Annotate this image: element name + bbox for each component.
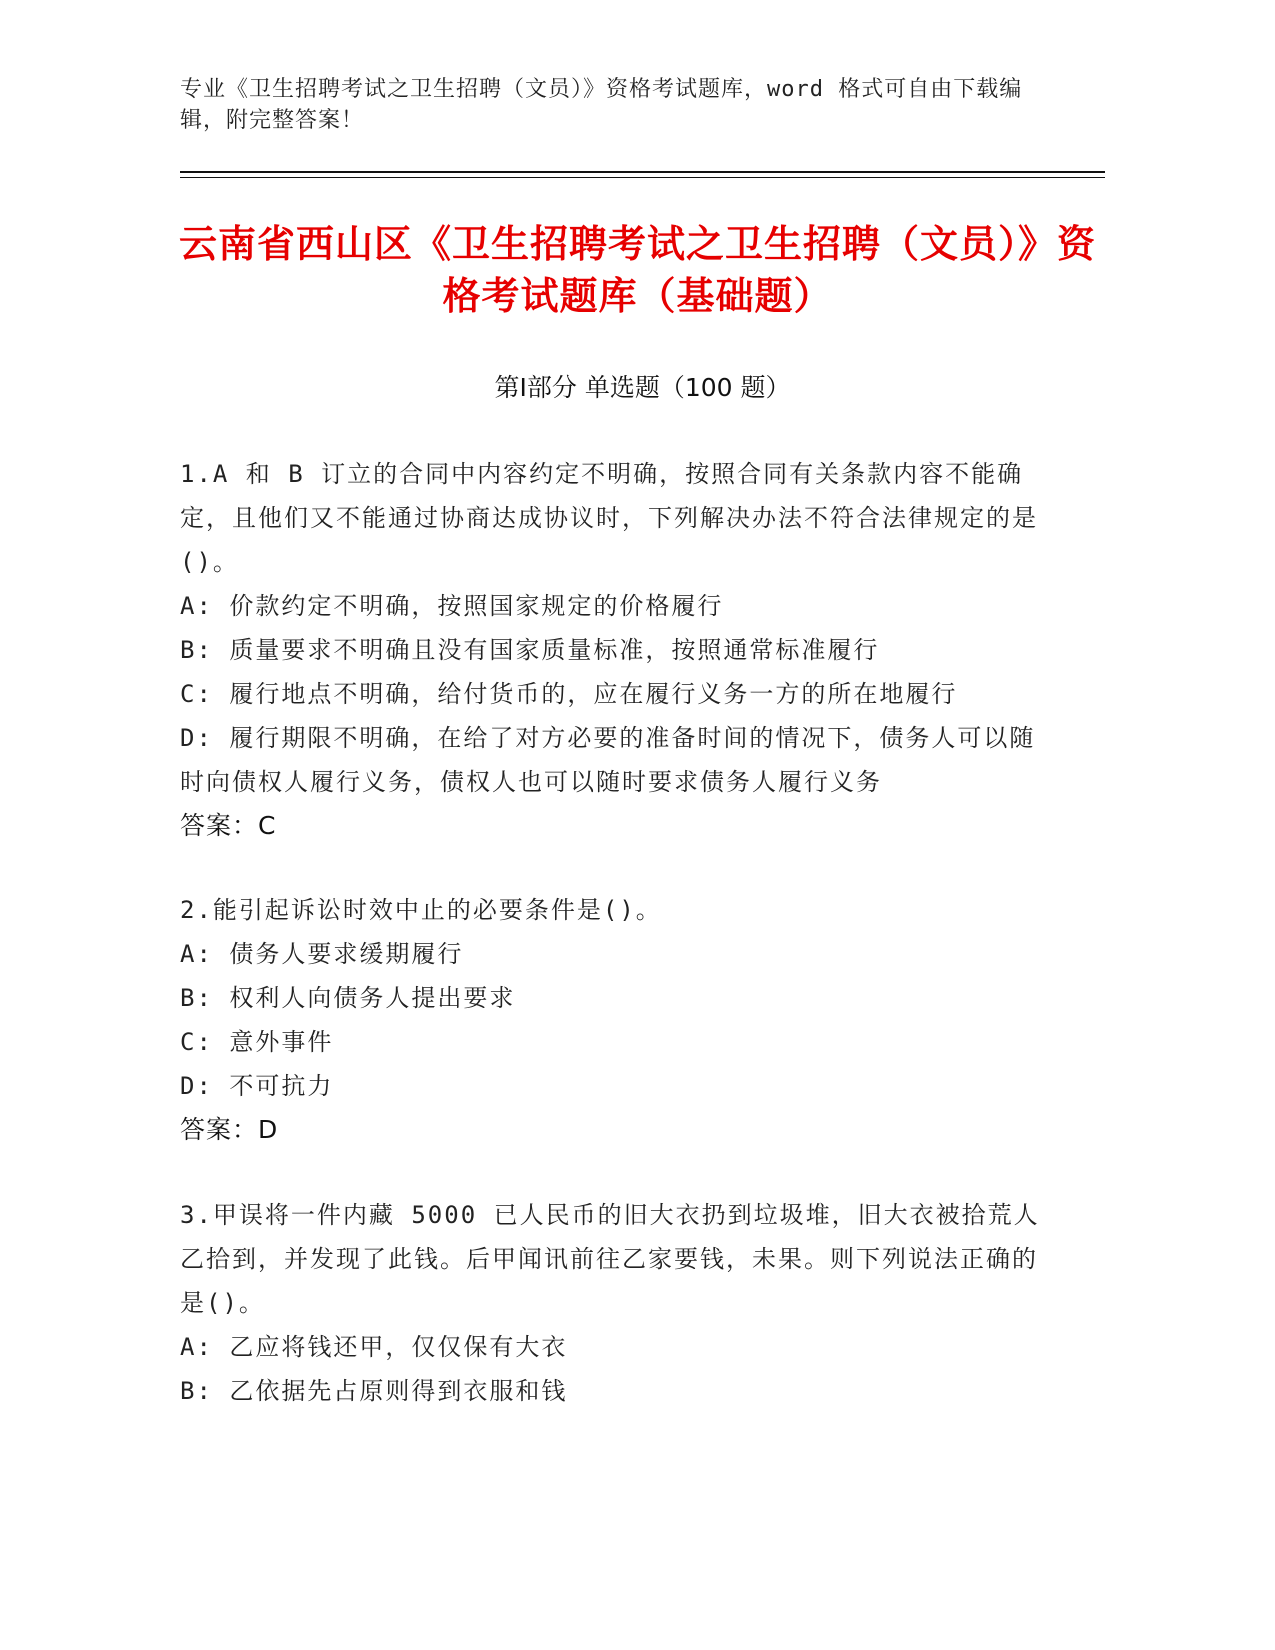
header-note: 专业《卫生招聘考试之卫生招聘（文员）》资格考试题库，word 格式可自由下载编辑，附完整答案！ — [180, 77, 1023, 133]
option-d: D: 不可抗力 — [180, 1072, 334, 1100]
header-divider-thick — [180, 171, 1105, 173]
question-3 — [180, 1193, 1060, 1413]
question-2 — [180, 888, 1060, 1152]
question-1 — [180, 452, 1060, 848]
section-heading: 第Ⅰ部分 单选题（100 题） — [494, 373, 791, 402]
document-title: 云南省西山区《卫生招聘考试之卫生招聘（文员）》资格考试题库（基础题） — [178, 222, 1096, 318]
answer-line: 答案：C — [180, 811, 277, 840]
option-a: A: 乙应将钱还甲，仅仅保有大衣 — [180, 1333, 568, 1361]
question-stem: 3.甲误将一件内藏 5000 已人民币的旧大衣扔到垃圾堆，旧大衣被拾荒人乙拾到，并发现了此钱。后甲闻讯前往乙家要钱，未果。则下列说法正确的是()。 — [180, 1201, 1040, 1317]
option-b: B: 权利人向债务人提出要求 — [180, 984, 516, 1012]
question-stem: 1.A 和 B 订立的合同中内容约定不明确，按照合同有关条款内容不能确定，且他们又不能通过协商达成协议时，下列解决办法不符合法律规定的是()。 — [180, 460, 1038, 576]
option-d: D: 履行期限不明确，在给了对方必要的准备时间的情况下，债务人可以随时向债权人履行义务，债权人也可以随时要求债务人履行义务 — [180, 724, 1036, 796]
option-b: B: 质量要求不明确且没有国家质量标准，按照通常标准履行 — [180, 636, 880, 664]
option-a: A: 价款约定不明确，按照国家规定的价格履行 — [180, 592, 724, 620]
option-b: B: 乙依据先占原则得到衣服和钱 — [180, 1377, 568, 1405]
answer-line: 答案：D — [180, 1115, 279, 1144]
question-stem: 2.能引起诉讼时效中止的必要条件是()。 — [180, 896, 662, 924]
option-c: C: 履行地点不明确，给付货币的，应在履行义务一方的所在地履行 — [180, 680, 958, 708]
header-divider-thin — [180, 177, 1105, 178]
option-c: C: 意外事件 — [180, 1028, 334, 1056]
option-a: A: 债务人要求缓期履行 — [180, 940, 464, 968]
